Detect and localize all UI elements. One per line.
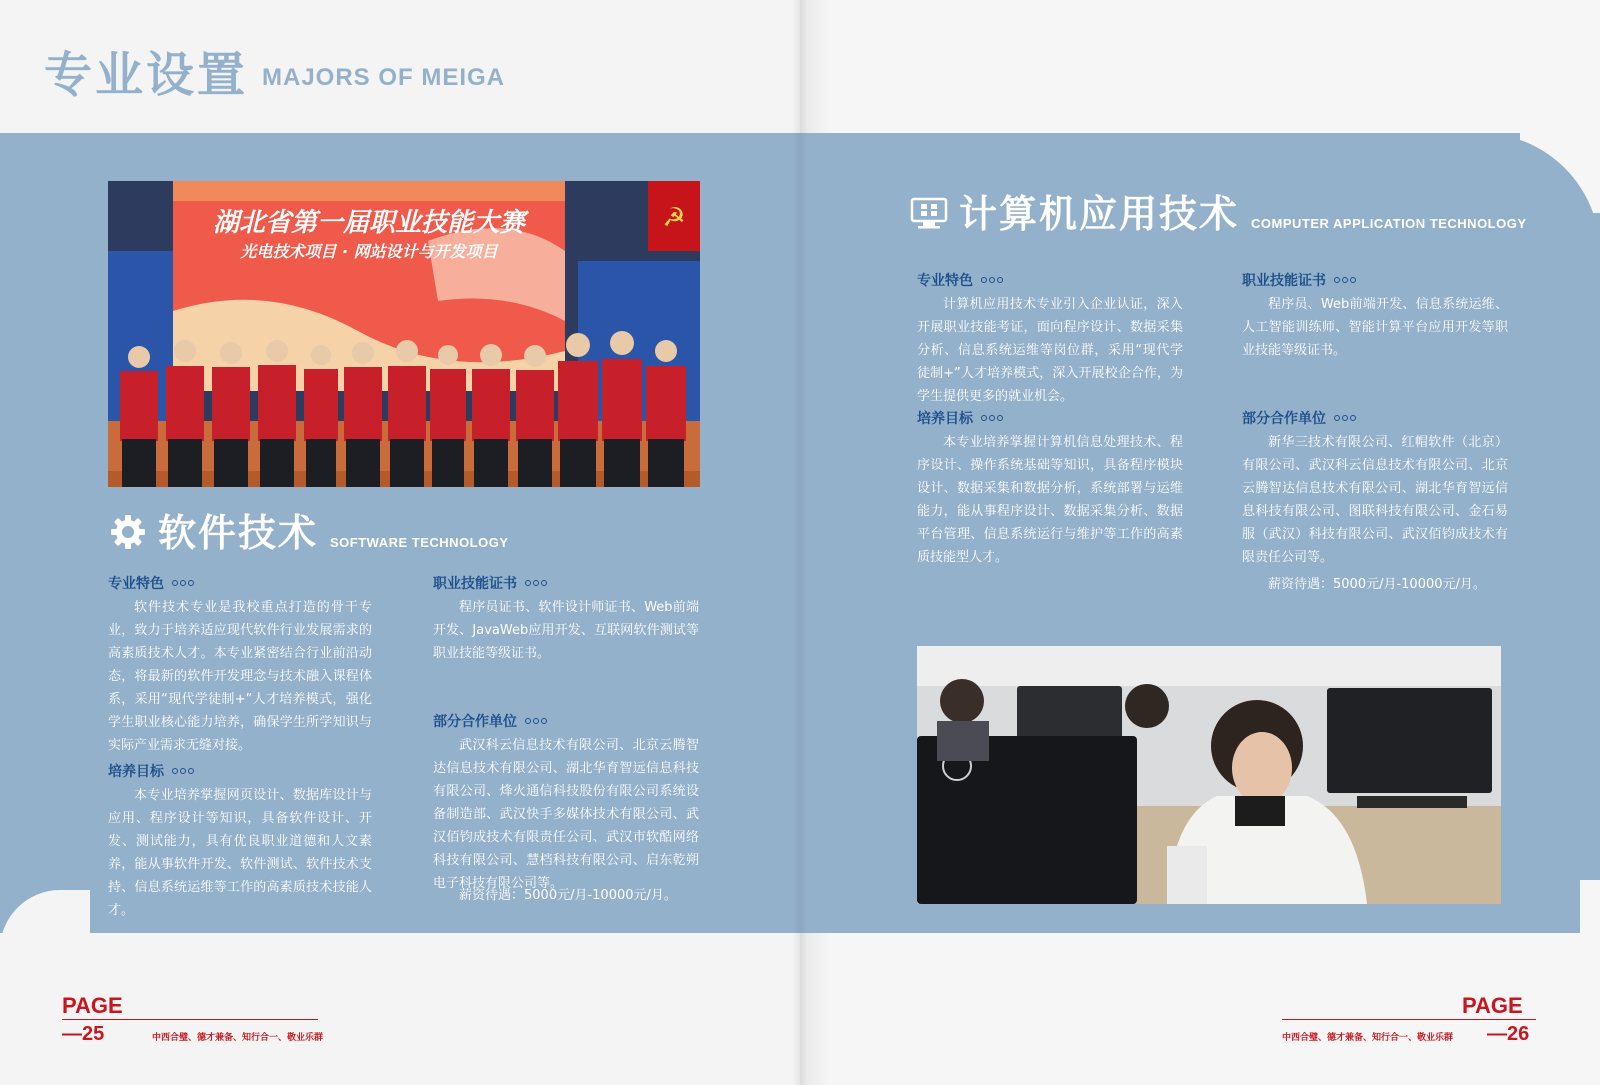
dots-decoration	[172, 580, 194, 586]
footer-page-word-right: PAGE	[1462, 993, 1523, 1018]
dots-decoration	[981, 277, 1003, 283]
computer-feature-heading: 专业特色	[917, 270, 1003, 290]
software-section-title	[108, 511, 509, 555]
computer-cert-text: 程序员、Web前端开发、信息系统运维、人工智能训练师、智能计算平台应用开发等职业技能等级证书。	[1242, 297, 1508, 358]
dots-decoration	[172, 768, 194, 774]
svg-text:☭: ☭	[662, 203, 686, 233]
software-partner-text: 武汉科云信息技术有限公司、北京云腾智达信息技术有限公司、湖北华育智远信息科技有限公司、烽火通信科技股份有限公司系统设备制造部、武汉快手多媒体技术有限公司、武汉佰钧成技术有限责任公司、武汉市软酷网络科技有限公司、慧档科技有限公司、启东乾朔电子科技有限公司等。	[433, 738, 699, 891]
page-title: 专业设置	[44, 47, 249, 103]
computer-goal-heading: 培养目标	[917, 408, 1003, 428]
computer-feature-text: 计算机应用技术专业引入企业认证，深入开展职业技能考证，面向程序设计、数据采集分析、信息系统运维等岗位群，采用“现代学徒制+”人才培养模式，深入开展校企合作，为学生提供更多的就业机会。	[917, 297, 1183, 404]
dots-decoration	[525, 580, 547, 586]
software-feature-heading: 专业特色	[108, 573, 194, 593]
dots-decoration	[981, 415, 1003, 421]
footer-page-word-left: PAGE	[62, 993, 123, 1018]
computer-title-en: COMPUTER APPLICATION TECHNOLOGY	[1251, 216, 1527, 231]
monitor-icon	[909, 193, 949, 233]
computer-section-title	[909, 192, 1527, 236]
footer-page-number-left: —25	[62, 1023, 105, 1045]
software-goal-text: 本专业培养掌握网页设计、数据库设计与应用、程序设计等知识，具备软件设计、开发、测试能力，具有优良职业道德和人文素养，能从事软件开发、软件测试、软件技术支持、信息系统运维等工作的高素质技术技能人才。	[108, 788, 372, 918]
footer-motto-left: 中西合璧、德才兼备、知行合一、敬业乐群	[152, 1033, 324, 1043]
footer-divider-left	[62, 1019, 318, 1020]
computer-lab-illustration	[917, 646, 1501, 904]
computer-goal-text: 本专业培养掌握计算机信息处理技术、程序设计、操作系统基础等知识，具备程序模块设计、数据采集和数据分析，系统部署与运维能力，能从事程序设计、数据采集分析、数据平台管理、信息系统运行与维护等工作的高素质技能型人才。	[917, 435, 1183, 565]
software-goal-heading: 培养目标	[108, 761, 194, 781]
computer-salary-text: 薪资待遇：5000元/月-10000元/月。	[1268, 577, 1486, 592]
footer-motto-right: 中西合璧、德才兼备、知行合一、敬业乐群	[1282, 1033, 1454, 1043]
page-fold	[792, 0, 808, 1085]
software-feature-text: 软件技术专业是我校重点打造的骨干专业，致力于培养适应现代软件行业发展需求的高素质技术人才。本专业紧密结合行业前沿动态，将最新的软件开发理念与技术融入课程体系，采用“现代学徒制+”人才培养模式，强化学生职业核心能力培养，确保学生所学知识与实际产业需求无缝对接。	[108, 600, 372, 753]
dots-decoration	[1334, 277, 1356, 283]
computer-lab-photo	[917, 646, 1501, 904]
banner-title: 湖北省第一届职业技能大赛	[212, 208, 526, 238]
software-title-en: SOFTWARE TECHNOLOGY	[330, 535, 509, 550]
footer-divider-right	[1282, 1019, 1536, 1020]
gear-icon	[108, 512, 148, 552]
computer-partner-heading: 部分合作单位	[1242, 408, 1356, 428]
page-title-en: MAJORS OF MEIGA	[262, 64, 506, 91]
computer-cert-heading: 职业技能证书	[1242, 270, 1356, 290]
software-title-cn: 软件技术	[158, 511, 319, 555]
software-cert-text: 程序员证书、软件设计师证书、Web前端开发、JavaWeb应用开发、互联网软件测试等职业技能等级证书。	[433, 600, 699, 661]
banner-subtitle: 光电技术项目 · 网站设计与开发项目	[240, 242, 498, 261]
competition-illustration	[108, 181, 700, 487]
competition-photo	[108, 181, 700, 487]
dots-decoration	[525, 718, 547, 724]
dots-decoration	[1334, 415, 1356, 421]
software-cert-heading: 职业技能证书	[433, 573, 547, 593]
software-salary-text: 薪资待遇：5000元/月-10000元/月。	[459, 888, 677, 903]
computer-partner-text: 新华三技术有限公司、红帽软件（北京）有限公司、武汉科云信息技术有限公司、北京云腾智达信息技术有限公司、湖北华育智远信息科技有限公司、图联科技有限公司、金石易服（武汉）科技有限公司、武汉佰钧成技术有限责任公司等。	[1242, 435, 1508, 565]
software-partner-heading: 部分合作单位	[433, 711, 547, 731]
footer-page-number-right: —26	[1487, 1023, 1530, 1045]
computer-title-cn: 计算机应用技术	[959, 192, 1240, 236]
